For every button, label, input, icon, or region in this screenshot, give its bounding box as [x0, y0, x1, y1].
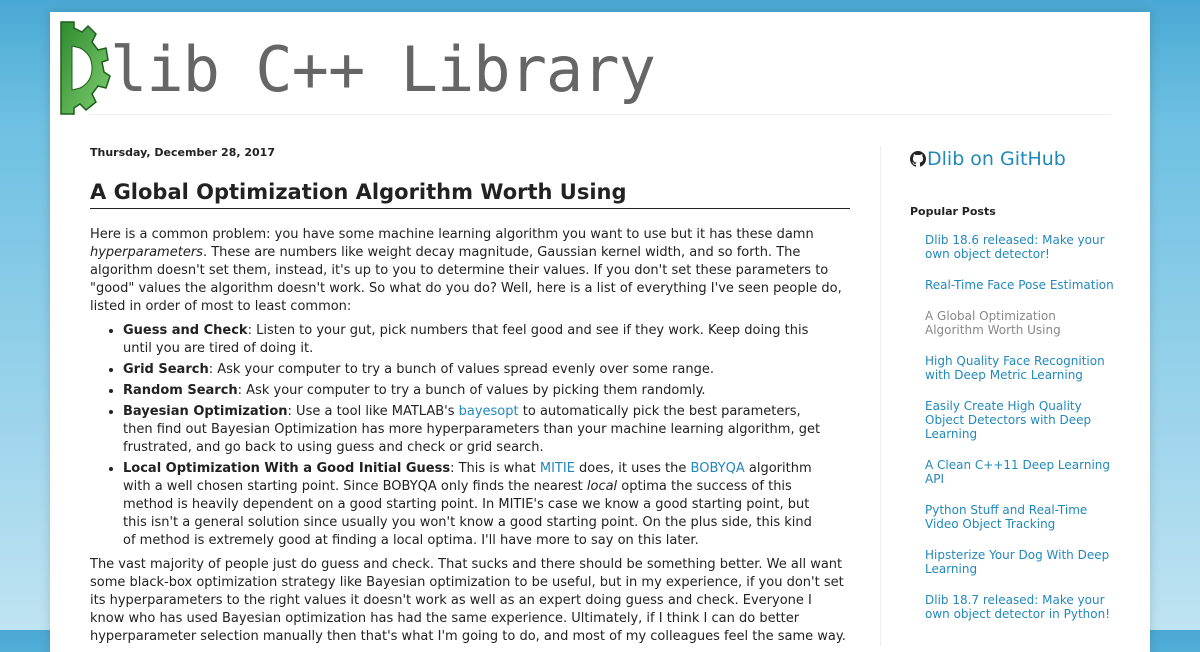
post-title[interactable]: A Global Optimization Algorithm Worth Using [90, 178, 850, 209]
list-item [123, 460, 823, 550]
list-item-text: : Ask your computer to try a bunch of values by picking them randomly. [237, 383, 706, 398]
list-item [925, 309, 1115, 337]
intro-text: Here is a common problem: you have some machine learning algorithm you want to use but it has these damn [90, 227, 814, 242]
post-column [90, 146, 850, 652]
list-item [925, 458, 1115, 486]
list-item [123, 382, 823, 400]
popular-post-link[interactable]: A Clean C++11 Deep Learning API [925, 458, 1110, 486]
list-item-term: Bayesian Optimization [123, 404, 288, 419]
list-item [925, 233, 1115, 261]
list-item-term: Grid Search [123, 362, 209, 377]
post-date: Thursday, December 28, 2017 [90, 146, 275, 159]
list-item-text: to automatically pick the best parameters, then find out Bayesian Optimization has more hyperparameters than your machine learning algorithm, get frustrated, and go back to using guess and check or grid search. [123, 404, 821, 455]
bayesopt-link[interactable]: bayesopt [458, 404, 519, 419]
sidebar-divider [880, 146, 881, 646]
list-item-term: Guess and Check [123, 323, 248, 338]
list-item-term: Random Search [123, 383, 238, 398]
popular-post-link[interactable]: Hipsterize Your Dog With Deep Learning [925, 548, 1110, 576]
sidebar [910, 146, 1115, 638]
list-item-text: : Listen to your gut, pick numbers that feel good and see if they work. Keep doing this until you are tired of doing it. [123, 323, 809, 356]
list-item [925, 278, 1115, 292]
list-item [925, 548, 1115, 576]
list-item-text: : Use a tool like MATLAB's [287, 404, 459, 419]
list-item [925, 593, 1115, 621]
popular-posts-heading: Popular Posts [910, 205, 996, 218]
popular-post-link[interactable]: A Global Optimization Algorithm Worth Using [925, 309, 1061, 337]
methods-list [90, 322, 823, 550]
list-item [123, 403, 823, 457]
local-emphasis: local [586, 479, 618, 494]
github-icon [910, 151, 926, 167]
post-paragraph-2: The vast majority of people just do guess and check. That sucks and there should be something better. We all want some black-box optimization strategy like Bayesian optimization to be useful, but in my experience, if you don't set its hyperparameters to the right values it doesn't work as well as an expert doing guess and check. Everyone I know who has used Bayesian optimization has had the same experience. Ultimately, if I think I can do better hyperparameter selection manually then that's what I'm going to do, and most of my colleagues feel the same way. [90, 557, 846, 644]
list-item-term: Local Optimization With a Good Initial Guess [123, 461, 451, 476]
popular-post-link[interactable]: High Quality Face Recognition with Deep Metric Learning [925, 354, 1105, 382]
blog-header [50, 12, 1150, 115]
popular-post-link[interactable]: Python Stuff and Real-Time Video Object Tracking [925, 503, 1088, 531]
intro-emphasis: hyperparameters [90, 245, 203, 260]
popular-post-link[interactable]: Easily Create High Quality Object Detectors with Deep Learning [925, 399, 1092, 441]
popular-post-link[interactable]: Dlib 18.6 released: Make your own object detector! [925, 233, 1105, 261]
blog-page [50, 12, 1150, 652]
post-intro-paragraph [90, 226, 850, 316]
list-item-text: : Ask your computer to try a bunch of values spread evenly over some range. [208, 362, 714, 377]
list-item [925, 399, 1115, 441]
header-divider [90, 114, 1110, 115]
intro-text-cont: . These are numbers like weight decay magnitude, Gaussian kernel width, and so forth. The algorithm doesn't set them, instead, it's up to you to determine their values. If you don't set these parameters to "good" values the algorithm doesn't work. So what do you do? Well, here is a list of everything I've seen people do, listed in order of most to least common: [90, 245, 842, 314]
list-item-text: algorithm with a well chosen starting point. Since BOBYQA only finds the nearest [123, 461, 812, 494]
popular-post-link[interactable]: Real-Time Face Pose Estimation [925, 278, 1114, 292]
list-item [925, 503, 1115, 531]
popular-post-link[interactable]: Dlib 18.7 released: Make your own object detector in Python! [925, 593, 1111, 621]
list-item [925, 354, 1115, 382]
github-link-label: Dlib on GitHub [927, 148, 1066, 170]
mitie-link[interactable]: MITIE [539, 461, 575, 476]
list-item [123, 361, 823, 379]
popular-posts-list [910, 233, 1115, 621]
list-item-text: optima the success of this method is heavily dependent on a good starting point. In MITIE's case we know a good starting point, but this isn't a general solution since usually you won't know a good starting point. On the plus side, this kind of method is extremely good at finding a local optima. I'll have more to say on this later. [123, 479, 812, 548]
list-item-text: does, it uses the [574, 461, 691, 476]
dlib-gear-logo-icon[interactable] [58, 20, 114, 116]
site-title[interactable]: lib C++ Library [110, 33, 655, 106]
post-body [90, 226, 850, 646]
bobyqa-link[interactable]: BOBYQA [690, 461, 745, 476]
list-item-text: : This is what [450, 461, 540, 476]
list-item [123, 322, 823, 358]
github-link[interactable] [910, 146, 1115, 172]
